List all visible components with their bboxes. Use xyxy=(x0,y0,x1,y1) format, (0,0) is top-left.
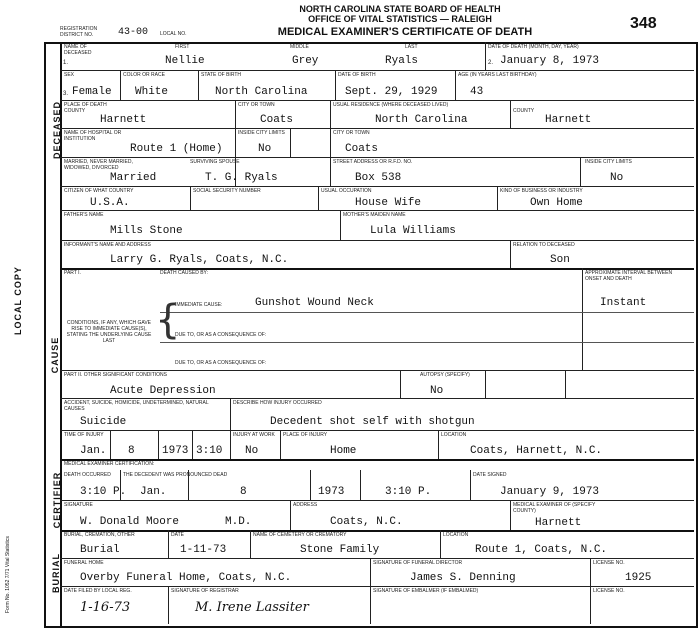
license-label: LICENSE NO. xyxy=(593,560,625,566)
residence-county-label: COUNTY xyxy=(513,108,535,114)
pronounced-year: 1973 xyxy=(318,486,345,498)
middle-name: Grey xyxy=(292,55,319,67)
injury-month: Jan. xyxy=(80,445,107,457)
residence-city: Coats xyxy=(345,143,379,155)
residence-state: North Carolina xyxy=(375,114,468,126)
due-to-label-b: DUE TO, OR AS A CONSEQUENCE OF: xyxy=(175,332,267,338)
mother-label: MOTHER'S MAIDEN NAME xyxy=(343,212,406,218)
death-caused-label: DEATH CAUSED BY: xyxy=(160,270,208,276)
pronounced-month: Jan. xyxy=(140,486,167,498)
registrar-label: SIGNATURE OF REGISTRAR xyxy=(171,588,239,594)
death-time: 3:10 P. xyxy=(80,486,127,498)
burial-date-label: DATE xyxy=(171,532,184,538)
conditions-label: CONDITIONS, IF ANY, WHICH GAVE RISE TO IMMEDIATE CAUSE(S), STATING THE UNDERLYING CAUSE LAST xyxy=(66,320,152,344)
me-address: Coats, N.C. xyxy=(330,516,403,528)
date-signed: January 9, 1973 xyxy=(500,486,600,498)
injury-work-label: INJURY AT WORK xyxy=(233,432,275,438)
sex-value: Female xyxy=(72,86,112,98)
residence-county: Harnett xyxy=(545,114,592,126)
death-occurred-label: DEATH OCCURRED xyxy=(64,472,111,478)
pronounced-day: 8 xyxy=(240,486,247,498)
how-injury-label: DESCRIBE HOW INJURY OCCURRED xyxy=(233,400,322,406)
citizen-label: CITIZEN OF WHAT COUNTRY xyxy=(64,188,134,194)
section-burial: BURIAL xyxy=(51,553,61,593)
state-of-birth: North Carolina xyxy=(215,86,308,98)
mother-name: Lula Williams xyxy=(370,225,456,237)
certificate-number: 348 xyxy=(630,15,657,32)
relation-value: Son xyxy=(550,254,570,266)
injury-location: Coats, Harnett, N.C. xyxy=(470,445,603,457)
burial-location: Route 1, Coats, N.C. xyxy=(475,544,608,556)
informant-label: INFORMANT'S NAME AND ADDRESS xyxy=(64,242,151,248)
inside-limits-value: No xyxy=(258,143,272,155)
burial-date: 1-11-73 xyxy=(180,544,227,556)
autopsy-value: No xyxy=(430,385,444,397)
burial-location-label: LOCATION xyxy=(443,532,469,538)
date-filed: 1-16-73 xyxy=(80,600,131,615)
section-deceased: DECEASED xyxy=(52,101,62,160)
hospital-label: NAME OF HOSPITAL OR INSTITUTION xyxy=(64,130,122,142)
interval-value: Instant xyxy=(600,297,647,309)
location-label: LOCATION xyxy=(441,432,467,438)
street-address: Box 538 xyxy=(355,172,402,184)
spouse-name: T. G. Ryals xyxy=(205,172,278,184)
injury-at-work: No xyxy=(245,445,259,457)
date-of-death-label: DATE OF DEATH (MONTH, DAY, YEAR) xyxy=(488,44,579,50)
registration-district-label: REGISTRATION DISTRICT NO. xyxy=(60,26,98,38)
registrar-signature: M. Irene Lassiter xyxy=(195,600,309,615)
interval-label: APPROXIMATE INTERVAL BETWEEN ONSET AND DEATH xyxy=(585,270,673,282)
state-birth-label: STATE OF BIRTH xyxy=(201,72,242,78)
name-label: NAME OF DECEASED xyxy=(64,44,92,56)
cemetery-label: NAME OF CEMETERY OR CREMATORY xyxy=(253,532,347,538)
certificate-title: MEDICAL EXAMINER'S CERTIFICATE OF DEATH xyxy=(277,26,533,38)
funeral-home-label: FUNERAL HOME xyxy=(64,560,104,566)
inside-city-label: INSIDE CITY LIMITS xyxy=(238,130,285,136)
race-label: COLOR OR RACE xyxy=(123,72,165,78)
board-title: NORTH CAROLINA STATE BOARD OF HEALTH xyxy=(299,4,501,14)
license-label-2: LICENSE NO. xyxy=(593,588,625,594)
injury-year: 1973 xyxy=(162,445,189,457)
place-injury-label: PLACE OF INJURY xyxy=(283,432,328,438)
business-value: Own Home xyxy=(530,197,583,209)
how-injury-value: Decedent shot self with shotgun xyxy=(270,416,475,428)
first-label: FIRST xyxy=(175,44,190,50)
spouse-label: SURVIVING SPOUSE xyxy=(190,159,240,165)
immediate-cause: Gunshot Wound Neck xyxy=(255,297,374,309)
relation-label: RELATION TO DECEASED xyxy=(513,242,575,248)
county-of-death: Harnett xyxy=(100,114,147,126)
age-label: AGE (IN YEARS LAST BIRTHDAY) xyxy=(458,72,537,78)
occupation-label: USUAL OCCUPATION xyxy=(321,188,372,194)
last-name: Ryals xyxy=(385,55,419,67)
dob-label: DATE OF BIRTH xyxy=(338,72,376,78)
ssn-label: SOCIAL SECURITY NUMBER xyxy=(193,188,261,194)
first-name: Nellie xyxy=(165,55,205,67)
usual-residence-label: USUAL RESIDENCE (WHERE DECEASED LIVED) xyxy=(333,102,449,108)
marital-label: MARRIED, NEVER MARRIED, WIDOWED, DIVORCED xyxy=(64,159,133,171)
informant-value: Larry G. Ryals, Coats, N.C. xyxy=(110,254,289,266)
father-name: Mills Stone xyxy=(110,225,183,237)
injury-time: 3:10 xyxy=(196,445,223,457)
last-label: LAST xyxy=(405,44,418,50)
cemetery-name: Stone Family xyxy=(300,544,380,556)
autopsy-label: AUTOPSY (SPECIFY) xyxy=(420,372,470,378)
signature-label: SIGNATURE xyxy=(64,502,93,508)
res-city-label: CITY OR TOWN xyxy=(333,130,370,136)
address-label: ADDRESS xyxy=(293,502,318,508)
date-of-death: January 8, 1973 xyxy=(500,55,600,67)
date-signed-label: DATE SIGNED xyxy=(473,472,507,478)
burial-type-label: BURIAL, CREMATION, OTHER xyxy=(64,532,135,538)
funeral-director-label: SIGNATURE OF FUNERAL DIRECTOR xyxy=(373,560,463,566)
city-town-label: CITY OR TOWN xyxy=(238,102,275,108)
immediate-cause-label: IMMEDIATE CAUSE: xyxy=(175,302,223,308)
pronounced-label: THE DECEDENT WAS PRONOUNCED DEAD xyxy=(123,472,228,478)
me-degree: M.D. xyxy=(225,516,252,528)
form-note: Form No. 1052 7/71 Vital Statistics xyxy=(5,536,11,613)
part1-label: PART I. xyxy=(64,270,81,276)
office-title: OFFICE OF VITAL STATISTICS — RALEIGH xyxy=(308,14,492,24)
me-cert-label: MEDICAL EXAMINER CERTIFICATION: xyxy=(64,461,155,467)
part2-label: PART II. OTHER SIGNIFICANT CONDITIONS xyxy=(64,372,167,378)
funeral-director: James S. Denning xyxy=(410,572,516,584)
burial-type: Burial xyxy=(80,544,120,556)
section-cause: CAUSE xyxy=(50,336,60,374)
marital-status: Married xyxy=(110,172,157,184)
date-of-birth: Sept. 29, 1929 xyxy=(345,86,438,98)
registration-number: 43-00 xyxy=(118,27,149,38)
local-copy-label: LOCAL COPY xyxy=(13,266,23,335)
embalmer-label: SIGNATURE OF EMBALMER (IF EMBALMED) xyxy=(373,588,479,594)
me-signature: W. Donald Moore xyxy=(80,516,180,528)
city-of-death: Coats xyxy=(260,114,294,126)
injury-place: Home xyxy=(330,445,357,457)
middle-label: MIDDLE xyxy=(290,44,309,50)
manner-label: ACCIDENT, SUICIDE, HOMICIDE, UNDETERMINED, NATURAL CAUSES xyxy=(64,400,209,412)
business-label: KIND OF BUSINESS OR INDUSTRY xyxy=(500,188,583,194)
residence-inside-limits: No xyxy=(610,172,624,184)
funeral-home: Overby Funeral Home, Coats, N.C. xyxy=(80,572,292,584)
license-number: 1925 xyxy=(625,572,652,584)
other-conditions: Acute Depression xyxy=(110,385,216,397)
hospital-value: Route 1 (Home) xyxy=(130,143,223,155)
street-label: STREET ADDRESS OR R.F.D. NO. xyxy=(333,159,413,165)
local-number-label: LOCAL NO. xyxy=(160,31,187,37)
occupation-value: House Wife xyxy=(355,197,422,209)
injury-day: 8 xyxy=(128,445,135,457)
me-county: Harnett xyxy=(535,517,582,529)
section-certifier: CERTIFIER xyxy=(52,471,62,529)
me-of-label: MEDICAL EXAMINER OF (SPECIFY COUNTY) xyxy=(513,502,596,514)
sex-label: SEX xyxy=(64,72,75,78)
res-inside-label: INSIDE CITY LIMITS xyxy=(585,159,632,165)
pronounced-time: 3:10 P. xyxy=(385,486,432,498)
father-label: FATHER'S NAME xyxy=(64,212,104,218)
place-death-label: PLACE OF DEATH COUNTY xyxy=(64,102,107,114)
due-to-label-c: DUE TO, OR AS A CONSEQUENCE OF: xyxy=(175,360,267,366)
manner-value: Suicide xyxy=(80,416,127,428)
time-injury-label: TIME OF INJURY xyxy=(64,432,104,438)
citizenship: U.S.A. xyxy=(90,197,130,209)
age-value: 43 xyxy=(470,86,484,98)
date-filed-label: DATE FILED BY LOCAL REG. xyxy=(64,588,132,594)
race-value: White xyxy=(135,86,169,98)
